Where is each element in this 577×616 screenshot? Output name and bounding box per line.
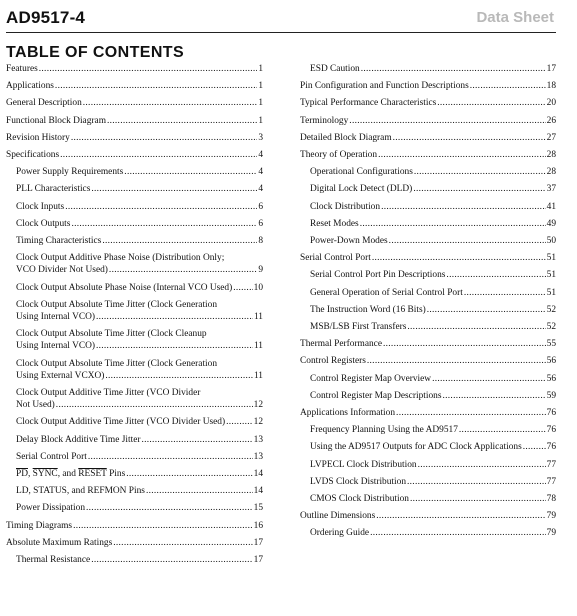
pin-suffix: Pins [106, 469, 126, 480]
toc-page-number: 12 [253, 417, 263, 428]
dot-leader [102, 235, 257, 247]
toc-entry-row [16, 370, 263, 382]
dot-leader [107, 115, 257, 127]
toc-entry-text: Clock Output Absolute Phase Noise (Internal VCO Used) [16, 282, 233, 293]
toc-entry[interactable] [6, 520, 263, 532]
toc-entry-text: Clock Distribution [310, 201, 381, 212]
toc-entry[interactable] [6, 451, 263, 463]
toc-entry-row [16, 468, 263, 480]
dot-leader [113, 537, 252, 549]
dot-leader [410, 493, 546, 505]
toc-entry-row [16, 434, 263, 446]
toc-entry-text: Control Register Map Overview [310, 373, 432, 384]
toc-entry-row [310, 235, 556, 247]
toc-entry[interactable] [6, 115, 263, 127]
toc-entry-row [6, 115, 263, 127]
toc-page-number: 11 [253, 312, 263, 323]
toc-entry-text: Using Internal VCO) [16, 341, 95, 352]
toc-page-number: 26 [546, 115, 556, 126]
toc-page-number: 1 [258, 115, 263, 126]
pin-separator: , and [57, 469, 79, 480]
toc-entry[interactable] [300, 132, 556, 144]
toc-entry-text: Functional Block Diagram [6, 115, 106, 126]
toc-entry[interactable] [6, 63, 263, 75]
toc-entry[interactable] [300, 321, 556, 333]
toc-entry[interactable] [300, 338, 556, 350]
toc-entry[interactable] [6, 252, 263, 276]
toc-entry-text: Serial Control Port [16, 451, 87, 462]
toc-entry-text: Revision History [6, 132, 70, 143]
toc-page-number: 27 [546, 132, 556, 143]
toc-entry-row [310, 63, 556, 75]
toc-entry-row [310, 441, 556, 453]
toc-page-number: 6 [258, 218, 263, 229]
dot-leader [109, 264, 257, 276]
toc-entry[interactable] [300, 235, 556, 247]
toc-entry[interactable] [300, 510, 556, 522]
page-header [6, 6, 556, 33]
toc-entry-text: Power Supply Requirements [16, 167, 124, 178]
toc-entry-row [16, 235, 263, 247]
toc-entry[interactable] [300, 390, 556, 402]
dot-leader [88, 451, 253, 463]
toc-page-number: 13 [253, 451, 263, 462]
toc-entry-text: Power Dissipation [16, 503, 86, 514]
toc-page-number: 11 [253, 370, 263, 381]
toc-entry[interactable] [6, 387, 263, 411]
dot-leader [96, 311, 253, 323]
dot-leader [39, 63, 258, 75]
toc-entry[interactable] [6, 434, 263, 446]
toc-entry-row [16, 554, 263, 566]
toc-entry-row [310, 373, 556, 385]
toc-entry[interactable] [300, 441, 556, 453]
toc-page-number: 51 [546, 270, 556, 281]
toc-entry-text: Clock Output Additive Time Jitter (VCO Divider Used) [16, 417, 226, 428]
toc-entry-text-line1: Clock Output Additive Phase Noise (Distribution Only; [16, 253, 225, 264]
toc-entry-row [310, 459, 556, 471]
toc-page-number: 10 [253, 282, 263, 293]
toc-page-number: 51 [546, 287, 556, 298]
toc-entry[interactable] [6, 166, 263, 178]
toc-entry-row [16, 311, 263, 323]
toc-page-number: 17 [253, 555, 263, 566]
toc-entry[interactable] [6, 201, 263, 213]
toc-entry[interactable] [300, 476, 556, 488]
toc-page-number: 4 [258, 184, 263, 195]
dot-leader [96, 340, 253, 352]
toc-entry-row [16, 166, 263, 178]
dot-leader [396, 407, 546, 419]
toc-entry[interactable] [300, 373, 556, 385]
toc-entry-text: Typical Performance Characteristics [300, 98, 437, 109]
dot-leader [73, 520, 253, 532]
dot-leader [146, 485, 253, 497]
toc-page-number: 13 [253, 434, 263, 445]
toc-entry-row [6, 520, 263, 532]
toc-entry-row [16, 282, 263, 294]
dot-leader [407, 476, 546, 488]
dot-leader [446, 269, 545, 281]
toc-entry-row [6, 63, 263, 75]
toc-entry[interactable] [6, 554, 263, 566]
toc-entry-text: Serial Control Port [300, 253, 371, 264]
toc-page-number: 52 [546, 322, 556, 333]
toc-entry-row [300, 338, 556, 350]
toc-entry[interactable] [6, 132, 263, 144]
toc-entry-text: Serial Control Port Pin Descriptions [310, 270, 446, 281]
toc-entry-text: MSB/LSB First Transfers [310, 322, 407, 333]
dot-leader [378, 149, 546, 161]
toc-entry-row [16, 399, 263, 411]
toc-entry-row [16, 218, 263, 230]
toc-entry-row [310, 424, 556, 436]
toc-entry-row [310, 527, 556, 539]
toc-entry[interactable] [300, 459, 556, 471]
toc-page-number: 20 [546, 98, 556, 109]
toc-entry-text: Terminology [300, 115, 349, 126]
toc-entry-row [16, 416, 263, 428]
toc-entry-row [310, 287, 556, 299]
toc-page-number: 9 [258, 265, 263, 276]
toc-page-number: 17 [546, 64, 556, 74]
toc-entry-text: Thermal Performance [300, 339, 382, 350]
dot-leader [407, 321, 545, 333]
toc-entry-text: VCO Divider Not Used) [16, 265, 108, 276]
pin-separator: , [27, 469, 33, 480]
toc-entry-text: Specifications [6, 150, 60, 161]
dot-leader [83, 97, 258, 109]
toc-entry-row [310, 201, 556, 213]
toc-entry-text: Clock Inputs [16, 201, 65, 212]
toc-entry[interactable] [300, 304, 556, 316]
dot-leader [349, 115, 545, 127]
toc-entry-text: Timing Characteristics [16, 236, 102, 247]
toc-entry-text: Pin Configuration and Function Descriptions [300, 81, 469, 92]
toc-entry-text: Not Used) [16, 400, 55, 411]
toc-page-number: 56 [546, 356, 556, 367]
toc-entry-text: Theory of Operation [300, 150, 378, 161]
toc-page-number: 17 [253, 537, 263, 548]
toc-entry-text: Power-Down Modes [310, 236, 388, 247]
toc-entry[interactable] [6, 328, 263, 352]
pin-name: RESET [78, 469, 107, 480]
toc-entry[interactable] [6, 502, 263, 514]
toc-entry[interactable] [300, 424, 556, 436]
toc-page-number: 55 [546, 339, 556, 350]
toc-entry-text: Thermal Resistance [16, 555, 91, 566]
toc-entry[interactable] [6, 537, 263, 549]
toc-entry[interactable] [6, 80, 263, 92]
toc-entry-row [310, 183, 556, 195]
toc-entry-row [300, 115, 556, 127]
dot-leader [91, 183, 257, 195]
toc-entry-text [16, 468, 125, 480]
toc-heading: TABLE OF CONTENTS [6, 44, 185, 61]
dot-leader [443, 390, 546, 402]
toc-page-number: 1 [258, 64, 263, 74]
toc-entry[interactable] [300, 63, 556, 75]
toc-left-column [6, 63, 263, 566]
toc-page-number: 4 [258, 150, 263, 161]
toc-entry-row [300, 252, 556, 264]
toc-entry-row [6, 149, 263, 161]
toc-page-number: 28 [546, 150, 556, 161]
toc-entry-row [16, 340, 263, 352]
toc-page-number: 1 [258, 81, 263, 92]
dot-leader [226, 416, 253, 428]
dot-leader [141, 434, 252, 446]
toc-page-number: 79 [546, 511, 556, 522]
toc-entry-row [300, 97, 556, 109]
toc-entry-row [310, 476, 556, 488]
toc-page-number: 1 [258, 98, 263, 109]
toc-entry[interactable] [300, 201, 556, 213]
toc-page-number: 56 [546, 373, 556, 384]
toc-entry-text: Digital Lock Detect (DLD) [310, 184, 413, 195]
toc-entry-row [310, 166, 556, 178]
toc-entry-row [16, 201, 263, 213]
dot-leader [464, 287, 546, 299]
toc-entry-text: ESD Caution [310, 64, 360, 74]
toc-page-number: 8 [258, 236, 263, 247]
dot-leader [376, 510, 545, 522]
toc-entry-text: CMOS Clock Distribution [310, 494, 409, 505]
toc-entry-text: Control Register Map Descriptions [310, 390, 442, 401]
toc-entry-text: The Instruction Word (16 Bits) [310, 304, 426, 315]
dot-leader [65, 201, 257, 213]
toc-entry-text: Features [6, 64, 38, 74]
toc-page-number: 37 [546, 184, 556, 195]
toc-entry[interactable] [6, 183, 263, 195]
toc-page-number: 4 [258, 167, 263, 178]
toc-page-number: 79 [546, 528, 556, 539]
toc-page-number: 76 [546, 408, 556, 419]
toc-entry-row [300, 132, 556, 144]
toc-entry-row [310, 493, 556, 505]
dot-leader [233, 282, 252, 294]
toc-entry[interactable] [300, 355, 556, 367]
toc-entry-text: Timing Diagrams [6, 520, 73, 531]
toc-entry-text: Ordering Guide [310, 528, 370, 539]
toc-entry-row [6, 537, 263, 549]
toc-entry[interactable] [300, 252, 556, 264]
toc-entry-row [310, 321, 556, 333]
dot-leader [71, 132, 258, 144]
toc-entry-text: LVDS Clock Distribution [310, 476, 407, 487]
dot-leader [56, 399, 253, 411]
toc-entry-text: Using the AD9517 Outputs for ADC Clock Applications [310, 442, 522, 453]
toc-entry[interactable] [6, 97, 263, 109]
toc-entry-text: LD, STATUS, and REFMON Pins [16, 486, 145, 497]
toc-page-number: 50 [546, 236, 556, 247]
toc-entry-row [16, 451, 263, 463]
toc-entry-text: Delay Block Additive Time Jitter [16, 434, 141, 445]
dot-leader [523, 441, 546, 453]
dot-leader [71, 218, 257, 230]
toc-entry[interactable] [6, 485, 263, 497]
dot-leader [418, 459, 546, 471]
pin-name: $\overline{PD}$ [16, 469, 28, 480]
dot-leader [414, 166, 546, 178]
dot-leader [413, 183, 545, 195]
toc-entry-row [310, 218, 556, 230]
toc-entry-text: Operational Configurations [310, 167, 413, 178]
toc-page-number: 15 [253, 503, 263, 514]
toc-entry-text-line1: Clock Output Absolute Time Jitter (Clock Generation [16, 299, 218, 310]
toc-right-column [300, 63, 556, 540]
toc-page-number: 52 [546, 304, 556, 315]
toc-page-number: 28 [546, 167, 556, 178]
toc-entry[interactable] [6, 468, 263, 480]
toc-entry-text-line1: Clock Output Absolute Time Jitter (Clock Cleanup [16, 329, 207, 340]
toc-entry-row [300, 149, 556, 161]
document-type: Data Sheet [476, 9, 554, 26]
toc-entry[interactable] [300, 115, 556, 127]
toc-entry-row [310, 390, 556, 402]
toc-entry-row [310, 269, 556, 281]
toc-entry-row [300, 355, 556, 367]
toc-entry-text: Absolute Maximum Ratings [6, 537, 113, 548]
toc-entry-row [300, 407, 556, 419]
dot-leader [86, 502, 253, 514]
dot-leader [427, 304, 546, 316]
dot-leader [55, 80, 257, 92]
toc-entry[interactable] [300, 287, 556, 299]
toc-page-number: 11 [253, 341, 263, 352]
toc-page-number: 41 [546, 201, 556, 212]
toc-entry[interactable] [6, 149, 263, 161]
dot-leader [389, 235, 546, 247]
toc-page-number: 12 [253, 400, 263, 411]
toc-entry-text: Applications Information [300, 408, 396, 419]
document-id: AD9517-4 [6, 8, 86, 27]
toc-entry-row [6, 80, 263, 92]
toc-entry[interactable] [6, 358, 263, 382]
toc-entry[interactable] [6, 282, 263, 294]
toc-entry[interactable] [6, 218, 263, 230]
toc-entry-row [310, 304, 556, 316]
toc-entry-text: Detailed Block Diagram [300, 132, 392, 143]
toc-entry-text: General Operation of Serial Control Port [310, 287, 463, 298]
toc-page-number: 77 [546, 459, 556, 470]
toc-entry[interactable] [300, 80, 556, 92]
dot-leader [383, 338, 546, 350]
toc-entry[interactable] [300, 149, 556, 161]
dot-leader [381, 201, 546, 213]
toc-entry-row [16, 485, 263, 497]
toc-entry-text: Reset Modes [310, 218, 359, 229]
toc-entry-row [6, 132, 263, 144]
dot-leader [360, 218, 546, 230]
toc-entry-row [6, 97, 263, 109]
toc-entry-text: Using External VCXO) [16, 370, 105, 381]
toc-entry-text-line1: Clock Output Additive Time Jitter (VCO Divider [16, 388, 201, 399]
toc-entry[interactable] [6, 416, 263, 428]
toc-entry[interactable] [300, 97, 556, 109]
toc-entry-text: Using Internal VCO) [16, 312, 95, 323]
toc-entry[interactable] [300, 493, 556, 505]
toc-page-number: 51 [546, 253, 556, 264]
dot-leader [459, 424, 546, 436]
toc-entry-text: PLL Characteristics [16, 184, 91, 195]
toc-entry[interactable] [300, 166, 556, 178]
toc-page-number: 18 [546, 81, 556, 92]
toc-page-number: 76 [546, 425, 556, 436]
dot-leader [126, 468, 252, 480]
dot-leader [370, 527, 546, 539]
toc-entry-row [16, 502, 263, 514]
dot-leader [432, 373, 546, 385]
toc-page-number: 14 [253, 469, 263, 480]
toc-entry[interactable] [6, 299, 263, 323]
dot-leader [105, 370, 253, 382]
toc-entry-text: LVPECL Clock Distribution [310, 459, 417, 470]
toc-page-number: 14 [253, 486, 263, 497]
toc-entry-text: Control Registers [300, 356, 366, 367]
toc-entry-row [300, 80, 556, 92]
toc-entry-row [16, 183, 263, 195]
toc-entry-text: Frequency Planning Using the AD9517 [310, 425, 458, 436]
dot-leader [361, 63, 546, 75]
dot-leader [372, 252, 546, 264]
toc-page-number: 78 [546, 494, 556, 505]
toc-entry[interactable] [300, 269, 556, 281]
toc-entry-text: General Description [6, 98, 82, 109]
toc-entry[interactable] [6, 235, 263, 247]
toc-entry[interactable] [300, 407, 556, 419]
toc-page-number: 77 [546, 476, 556, 487]
dot-leader [91, 554, 252, 566]
toc-page-number: 49 [546, 218, 556, 229]
toc-entry-text: Applications [6, 81, 54, 92]
dot-leader [393, 132, 546, 144]
toc-entry[interactable] [300, 183, 556, 195]
toc-page-number: 59 [546, 390, 556, 401]
dot-leader [367, 355, 546, 367]
toc-page-number: 76 [546, 442, 556, 453]
toc-entry-row [300, 510, 556, 522]
toc-entry[interactable] [300, 527, 556, 539]
pin-name: SYNC [32, 469, 58, 480]
toc-entry[interactable] [300, 218, 556, 230]
toc-entry-text-line1: Clock Output Absolute Time Jitter (Clock Generation [16, 358, 218, 369]
toc-entry-text: Clock Outputs [16, 218, 71, 229]
toc-page-number: 16 [253, 520, 263, 531]
dot-leader [60, 149, 257, 161]
toc-entry-text: Outline Dimensions [300, 511, 376, 522]
dot-leader [470, 80, 546, 92]
toc-entry-row [16, 264, 263, 276]
dot-leader [124, 166, 257, 178]
toc-page-number: 6 [258, 201, 263, 212]
toc-page-number: 3 [258, 132, 263, 143]
dot-leader [437, 97, 545, 109]
